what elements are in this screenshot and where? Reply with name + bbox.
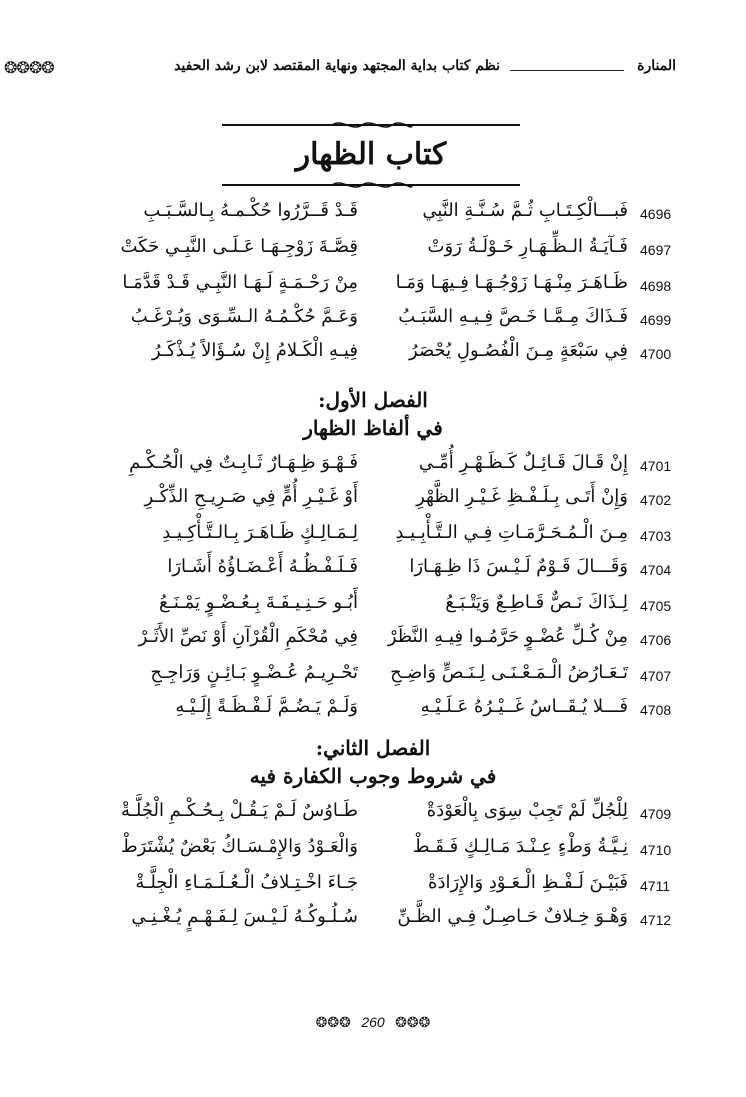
verse-number: 4709 [640, 806, 672, 822]
verse-row [0, 800, 746, 834]
verse-second-hemistich: فِيـهِ الْكَـلامُ إِنْ سُـؤَالاً يُـذْكَـرُ [151, 340, 358, 361]
verse-first-hemistich: إِنْ قَـالَ قَـائِـلٌ كَـظَـهْـرِ أُمِّـي [418, 452, 628, 473]
verse-first-hemistich: لِلْجُلِّ لَمْ تَجِبْ سِوَى بِالْعَوْدَةْ [426, 800, 628, 821]
verse-second-hemistich: جَـاءَ اخْـتِـلافُ الْـعُـلَـمَـاءِ الْجِلَّـةْ [135, 872, 358, 893]
verse-row [0, 452, 746, 486]
verse-number: 4708 [640, 702, 672, 718]
chapter-title: كتاب الظهار [295, 137, 447, 172]
verse-row [0, 626, 746, 660]
verse-second-hemistich: وَالْعَـوْدُ وَالإِمْـسَـاكُ بَعْضٌ يُشْتَرَطْ [121, 836, 358, 857]
verse-first-hemistich: مِنْ كُـلِّ عُضْـوٍ حَرَّمُـوا فِيـهِ النَّظَرْ [387, 626, 628, 647]
verse-first-hemistich: فَـآيَـةُ الـظِّـهَـارِ خَـوْلَـةُ رَوَتْ [427, 236, 628, 257]
page-number: 260 [361, 1014, 385, 1030]
verse-number: 4696 [640, 206, 672, 222]
verse-number: 4711 [640, 878, 671, 894]
verse-row [0, 556, 746, 590]
verse-row [0, 872, 746, 906]
verse-number: 4699 [640, 312, 672, 328]
verse-row [0, 306, 746, 340]
verse-first-hemistich: فَبَيْـنَ لَـفْـظِ الْـعَـوْدِ وَالإِرَادَةْ [428, 872, 628, 893]
verse-second-hemistich: سُـلُـوكُـهُ لَـيْـسَ لِـفَـهْـمٍ يُـغْـنِـي [131, 906, 358, 927]
verse-second-hemistich: وَعَـمَّ حُكْـمُـهُ الـسِّـوَى وَيُـرْغَـبُ [130, 306, 358, 327]
verse-number: 4704 [640, 562, 672, 578]
verse-first-hemistich: فِي سَبْعَةٍ مِـنَ الْفُصُـولِ يُحْصَرُ [409, 340, 628, 361]
book-title: نظم كتاب بداية المجتهد ونهاية المقتصد لابن رشد الحفيد [174, 58, 500, 74]
footer-ornament-left-icon: ❂❂❂ [315, 1015, 351, 1031]
verse-second-hemistich: فَـهْـوَ ظِـهَـارٌ ثَـابِـتٌ فِي الْحُـكْـمِ [129, 452, 358, 473]
verse-number: 4701 [640, 458, 672, 474]
page-header [0, 58, 746, 86]
verse-second-hemistich: لِـمَـالِـكٍ ظَـاهَـرَ بِـالـتَّـأْكِـيـدِ [162, 522, 358, 543]
chapter-ornament-top [222, 118, 520, 132]
verse-second-hemistich: أَوْ غَـيْـرِ أُمٍّ فِي صَـرِيـحِ الذِّكْـرِ [144, 486, 358, 507]
verse-first-hemistich: لِـذَاكَ نَـصٌّ قَـاطِـعٌ وَيَتْـبَـعُ [445, 592, 628, 613]
footer-ornament-right-icon: ❂❂❂ [395, 1015, 431, 1031]
verse-first-hemistich: ظَـاهَـرَ مِنْـهَـا زَوْجُـهَـا فِـيهَـا وَمَـا [395, 272, 628, 293]
header-ornament-icon: ❂❂❂❂ [4, 58, 54, 77]
verse-first-hemistich: تَـعَـارُضُ الْـمَـعْـنَـى لِـنَـصٍّ وَاضِـحِ [390, 662, 628, 683]
verse-second-hemistich: أَبُـو حَـنِـيـفَـةَ بِـعُـضْـوٍ يَمْـنَـعُ [159, 592, 358, 613]
verse-number: 4698 [640, 278, 672, 294]
verse-number: 4697 [640, 242, 672, 258]
verse-second-hemistich: طَـاوُسٌ لَـمْ يَـقُـلْ بِـحُـكْـمِ الْجُلَّـةْ [120, 800, 358, 821]
verse-row [0, 696, 746, 730]
section-subheading: في شروط وجوب الكفارة فيه [249, 764, 497, 788]
verse-first-hemistich: فَـــلا يُـقَــاسُ غَــيْـرُهُ عَـلَـيْـهِ [420, 696, 628, 717]
verse-second-hemistich: وَلَـمْ يَـضُـمَّ لَـفْـظَـةً إِلَـيْـهِ [175, 696, 358, 717]
verse-second-hemistich: قَـدْ قَــرَّرُوا حُكْـمـهُ بِـالسَّـبَـبِ [143, 200, 358, 221]
header-rule [510, 70, 624, 71]
verse-row [0, 200, 746, 234]
verse-first-hemistich: فَـذَاكَ مِـمَّـا خَـصَّ فِـيـهِ السَّبَـبُ [398, 306, 628, 327]
page-footer [0, 1014, 746, 1031]
verse-number: 4703 [640, 528, 672, 544]
verse-number: 4700 [640, 346, 672, 362]
verse-second-hemistich: قِصَّـةَ زَوْجِـهَـا عَـلَـى النَّبِـي حَكَتْ [120, 236, 358, 257]
verse-first-hemistich: نِـيَّـةُ وَطْءٍ عِـنْـدَ مَـالِـكٍ فَـقَـطْ [412, 836, 628, 857]
verse-number: 4702 [640, 492, 672, 508]
verse-second-hemistich: فَـلَـفْـظُـهُ أَعْـضَـاؤُهُ أَشَـارَا [167, 556, 358, 577]
verse-row [0, 522, 746, 556]
verse-row [0, 486, 746, 520]
verse-number: 4706 [640, 632, 672, 648]
verse-number: 4712 [640, 912, 672, 928]
verse-number: 4707 [640, 668, 672, 684]
verse-row [0, 906, 746, 940]
chapter-ornament-bottom [222, 178, 520, 192]
verse-second-hemistich: فِي مُحْكَمِ الْقُرْآنِ أَوْ نَصِّ الأَثَـرْ [138, 626, 358, 647]
verse-first-hemistich: وَإِنْ أَتَـى بِـلَـفْـظِ غَـيْـرِ الظَّهْرِ [416, 486, 628, 507]
section-heading: الفصل الثاني: [315, 736, 431, 760]
verse-number: 4705 [640, 598, 672, 614]
verse-first-hemistich: وَهْـوَ خِـلافٌ حَـاصِـلٌ فِـي الظَّـنِّ [397, 906, 628, 927]
verse-row [0, 272, 746, 306]
verse-first-hemistich: وَقَـــالَ قَـوْمٌ لَـيْـسَ ذَا ظِـهَـارَا [409, 556, 628, 577]
verse-row [0, 592, 746, 626]
verse-row [0, 836, 746, 870]
section-heading: الفصل الأول: [318, 388, 428, 412]
verse-number: 4710 [640, 842, 672, 858]
verse-second-hemistich: تَحْـرِيـمُ عُـضْـوٍ بَـائِـنٍ وَرَاجِـحِ [150, 662, 358, 683]
running-title: المنارة [637, 58, 676, 74]
section-subheading: في ألفاظ الظهار [303, 416, 443, 440]
verse-row [0, 662, 746, 696]
verse-first-hemistich: مِـنَ الْـمُـحَـرَّمَـاتِ فِـي الـتَّـأْبِـيـدِ [395, 522, 628, 543]
verse-second-hemistich: مِنْ رَحْـمَـةٍ لَـهَـا النَّبِـي قَـدْ قَدَّمَـا [122, 272, 358, 293]
verse-first-hemistich: فَبـــالْكِـتَـابِ ثُـمَّ سُـنَّـةِ النَّبِي [422, 200, 628, 221]
verse-row [0, 340, 746, 374]
verse-row [0, 236, 746, 270]
